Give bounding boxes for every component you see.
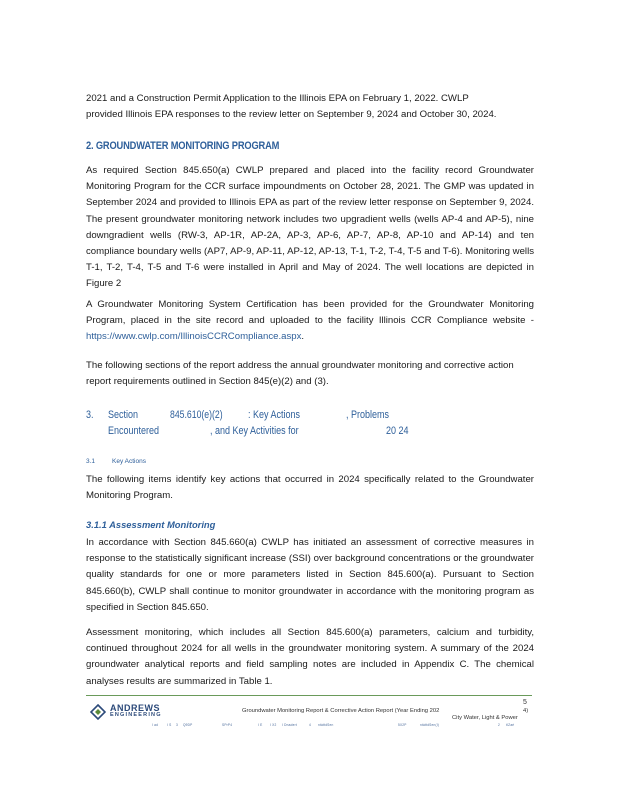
andrews-logo-icon [90, 704, 106, 720]
section-3-year: 20 24 [386, 425, 409, 437]
andrews-engineering-logo [90, 703, 170, 721]
section-2-paragraph-1: As required Section 845.650(a) CWLP prepared and placed into the facility record Groundwater Monitoring Program for the CCR surface impoundments on October 28, 2021. The GMP was updated in September 2024 and provided to Illinois EPA as part of the review letter response on September 9, 2024. The present groundwater monitoring network includes two upgradient wells (wells AP-4 and AP-5), nine downgradient wells (RW-3, AP-1R, AP-2A, AP-3, AP-6, AP-7, AP-8, AP-10 and AP-14) and ten compliance boundary wells (AP7, AP-9, AP-11, AP-12, AP-13, T-1, T-2, T-4, T-5 and T-6). Monitoring wells T-1, T-2, T-4, T-5 and T-6 were installed in April and May of 2024. The well locations are depicted in Figure 2 [86, 165, 534, 290]
section-3-problems: , Problems [346, 409, 390, 421]
report-title: Groundwater Monitoring Report & Corrective Action Report (Year Ending 202 [242, 708, 440, 714]
client-name: City Water, Light & Power [452, 715, 518, 721]
logo-subtitle: ENGINEERING [110, 712, 162, 718]
fine-print-item: ntáttdSen(I) [420, 723, 440, 727]
intro-line-2: provided Illinois EPA responses to the review letter on September 9, 2024 and October 30, 2024. [86, 109, 497, 120]
section-3-1-1-paragraph-1: In accordance with Section 845.660(a) CWLP has initiated an assessment of corrective measures in response to the statistically significant increase (SSI) over background concentrations or the groundwater quality standards for one or more parameters listed in Section 845.600(a). Pursuant to Section 845.660(b), CWLP shall continue to monitor groundwater in accordance with the monitoring program as specified in Section 845.650. [86, 537, 534, 613]
section-2-paragraph-2 [86, 297, 534, 346]
section-3-1-1-paragraph-2: Assessment monitoring, which includes all Section 845.600(a) parameters, calcium and turbidity, continued throughout 2024 for all wells in the groundwater monitoring system. A summary of the 2024 groundwater analytical reports and field sampling notes are included in Appendix C. The chemical analyses results are summarized in Table 1. [86, 627, 534, 687]
report-title-end: 4) [523, 708, 529, 714]
section-3-encountered: Encountered [108, 425, 160, 437]
footer-rule [86, 695, 532, 696]
section-2-heading: 2. GROUNDWATER MONITORING PROGRAM [86, 140, 280, 152]
fine-print-item: 3 [176, 723, 178, 727]
fine-print-item: 2 [498, 723, 500, 727]
fine-print-item: tIZaé [506, 723, 515, 727]
fine-print-item: I Dnadert [282, 723, 297, 727]
fine-print-item: I E [258, 723, 263, 727]
section-3-citation: 845.610(e)(2) [170, 409, 223, 421]
fine-print-item: I S [167, 723, 172, 727]
section-2-paragraph-2-end: . [301, 331, 305, 343]
section-3-1-title: Key Actions [112, 458, 146, 465]
section-3-1-paragraph: The following items identify key actions that occurred in 2024 specifically related to the Groundwater Monitoring Program. [86, 474, 534, 502]
section-3-key-actions: : Key Actions [248, 409, 301, 421]
fine-print-item: I ad [152, 723, 159, 727]
fine-print-item: Q9DP [183, 723, 193, 727]
section-3-word-section: Section [108, 409, 139, 421]
section-3-number: 3. [86, 409, 94, 421]
section-3-1-number: 3.1 [86, 458, 96, 465]
logo-name: ANDREWS [110, 703, 160, 713]
compliance-website-link[interactable]: https://www.cwlp.com/IllinoisCCRCompliance.aspx [86, 331, 302, 343]
section-2-paragraph-3: The following sections of the report address the annual groundwater monitoring and corrective action report requirements outlined in Section 845(e)(2) and (3). [86, 360, 514, 388]
fine-print-item: ntáttdSen [318, 723, 334, 727]
section-3-key-activities: , and Key Activities for [210, 425, 299, 437]
fine-print-item: 4 [309, 723, 311, 727]
fine-print-item: SPrP4 [222, 723, 233, 727]
section-2-paragraph-2-text: A Groundwater Monitoring System Certification has been provided for the Groundwater Monitoring Program, placed in the site record and uploaded to the facility Illinois CCR Compliance website - [86, 299, 534, 327]
page-number: 5 [523, 699, 527, 706]
section-3-1-1-heading: 3.1.1 Assessment Monitoring [86, 519, 216, 530]
fine-print-item: 5X2P [398, 723, 407, 727]
fine-print-item: I X2 [270, 723, 277, 727]
intro-line-1: 2021 and a Construction Permit Application to the Illinois EPA on February 1, 2022. CWLP [86, 93, 469, 104]
